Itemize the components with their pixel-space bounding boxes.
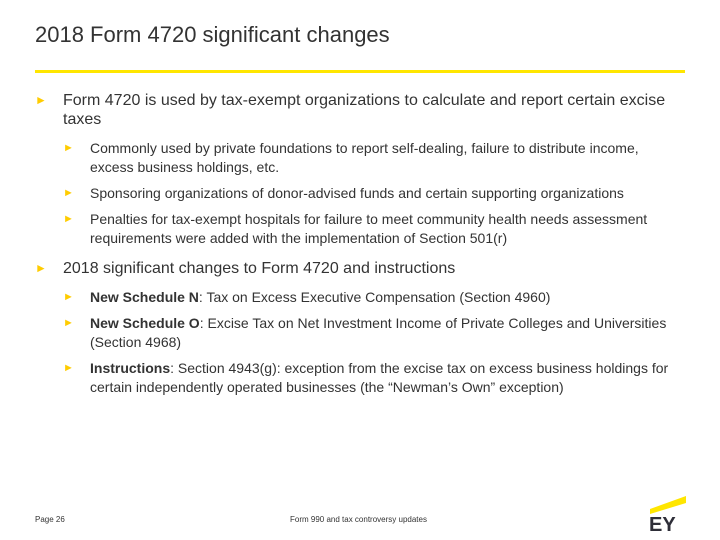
sub-bullet-1-3	[63, 210, 685, 248]
title-underline	[35, 70, 685, 73]
slide-title: 2018 Form 4720 significant changes	[35, 22, 390, 47]
slide-body	[35, 91, 685, 397]
bullet-arrow-icon: ►	[35, 93, 47, 107]
sub-bullet-arrow-icon: ►	[63, 291, 74, 303]
logo-text: EY	[649, 514, 676, 532]
bullet-1	[35, 91, 685, 129]
bullet-arrow-icon: ►	[35, 261, 47, 275]
sub-bullet-text: Commonly used by private foundations to report self-dealing, failure to distribute income, excess business holdings, etc.	[90, 140, 639, 175]
sub-bullet-2-1	[63, 288, 685, 307]
ey-logo-icon	[648, 487, 688, 532]
footer-title: Form 990 and tax controversy updates	[290, 515, 427, 524]
sub-bullet-text: : Tax on Excess Executive Compensation (Section 4960)	[198, 289, 551, 305]
logo-beam	[650, 496, 686, 514]
sub-bullet-arrow-icon: ►	[63, 213, 74, 225]
footer-page-number: Page 26	[35, 515, 65, 524]
sub-bullet-text: Sponsoring organizations of donor-advised funds and certain supporting organizations	[90, 185, 624, 201]
sub-bullet-2-3	[63, 359, 685, 397]
sub-bullet-2-2	[63, 314, 685, 352]
sub-bullet-1-1	[63, 139, 685, 177]
sub-bullet-arrow-icon: ►	[63, 362, 74, 374]
sub-bullet-text: Penalties for tax-exempt hospitals for failure to meet community health needs assessment requirements were added with the implementation of Section 501(r)	[90, 211, 648, 246]
sub-bullet-bold: Instructions	[90, 360, 171, 376]
sub-bullet-1-2	[63, 184, 685, 203]
bullet-2	[35, 259, 685, 278]
bullet-1-text: Form 4720 is used by tax-exempt organizations to calculate and report certain excise taxes	[63, 92, 666, 128]
sub-bullet-arrow-icon: ►	[63, 317, 74, 329]
sub-bullet-arrow-icon: ►	[63, 187, 74, 199]
sub-bullet-text: : Section 4943(g): exception from the excise tax on excess business holdings for certain independently operated businesses (the “Newman’s Own” exception)	[90, 360, 669, 395]
sub-bullet-text: : Excise Tax on Net Investment Income of Private Colleges and Universities (Section 4968)	[90, 315, 667, 350]
bullet-2-text: 2018 significant changes to Form 4720 and instructions	[63, 260, 456, 277]
sub-bullet-arrow-icon: ►	[63, 142, 74, 154]
sub-bullet-bold: New Schedule O	[90, 315, 200, 331]
sub-bullet-bold: New Schedule N	[90, 289, 199, 305]
